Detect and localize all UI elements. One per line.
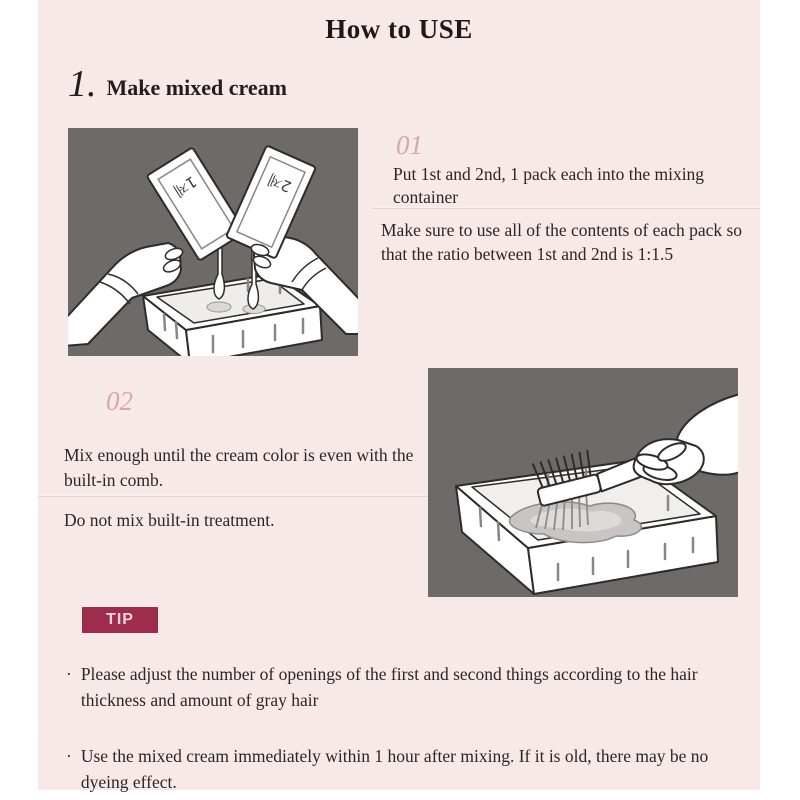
substep-02-number: 02	[106, 386, 133, 416]
bullet-icon: ·	[66, 664, 72, 684]
tip-item-2	[66, 743, 750, 795]
substep-02-text: Mix enough until the cream color is even with the built-in comb.	[64, 445, 414, 490]
tip-item-text: Please adjust the number of openings of the first and second things according to the hair thickness and amount of gray hair	[80, 664, 698, 710]
tip-badge	[82, 607, 158, 633]
tip-item-1	[66, 661, 750, 713]
page-title: How to USE	[325, 14, 473, 44]
divider	[372, 207, 760, 209]
illustration-pour-packs	[68, 128, 358, 356]
tip-label: TIP	[106, 611, 134, 628]
pack-2nd-label: 2제	[264, 169, 295, 196]
divider	[38, 495, 428, 497]
cream-blob	[207, 302, 231, 312]
substep-02-note: Do not mix built-in treatment.	[64, 510, 275, 530]
pack-1st-label: 1제	[169, 172, 200, 201]
tip-item-text: Use the mixed cream immediately within 1 hour after mixing. If it is old, there may be no dyeing effect.	[80, 746, 709, 792]
substep-01-number: 01	[396, 130, 423, 160]
divider	[38, 721, 760, 723]
step-1-heading	[68, 58, 287, 106]
step-title: Make mixed cream	[106, 75, 287, 100]
bullet-icon: ·	[66, 746, 72, 766]
pink-panel	[38, 0, 760, 790]
substep-01-text: Put 1st and 2nd, 1 pack each into the mixing container	[393, 164, 705, 207]
step-number: 1.	[68, 63, 97, 105]
illustration-mix-comb	[428, 368, 738, 597]
substep-01-note: Make sure to use all of the contents of each pack so that the ratio between 1st and 2nd is 1:1.5	[381, 220, 743, 264]
